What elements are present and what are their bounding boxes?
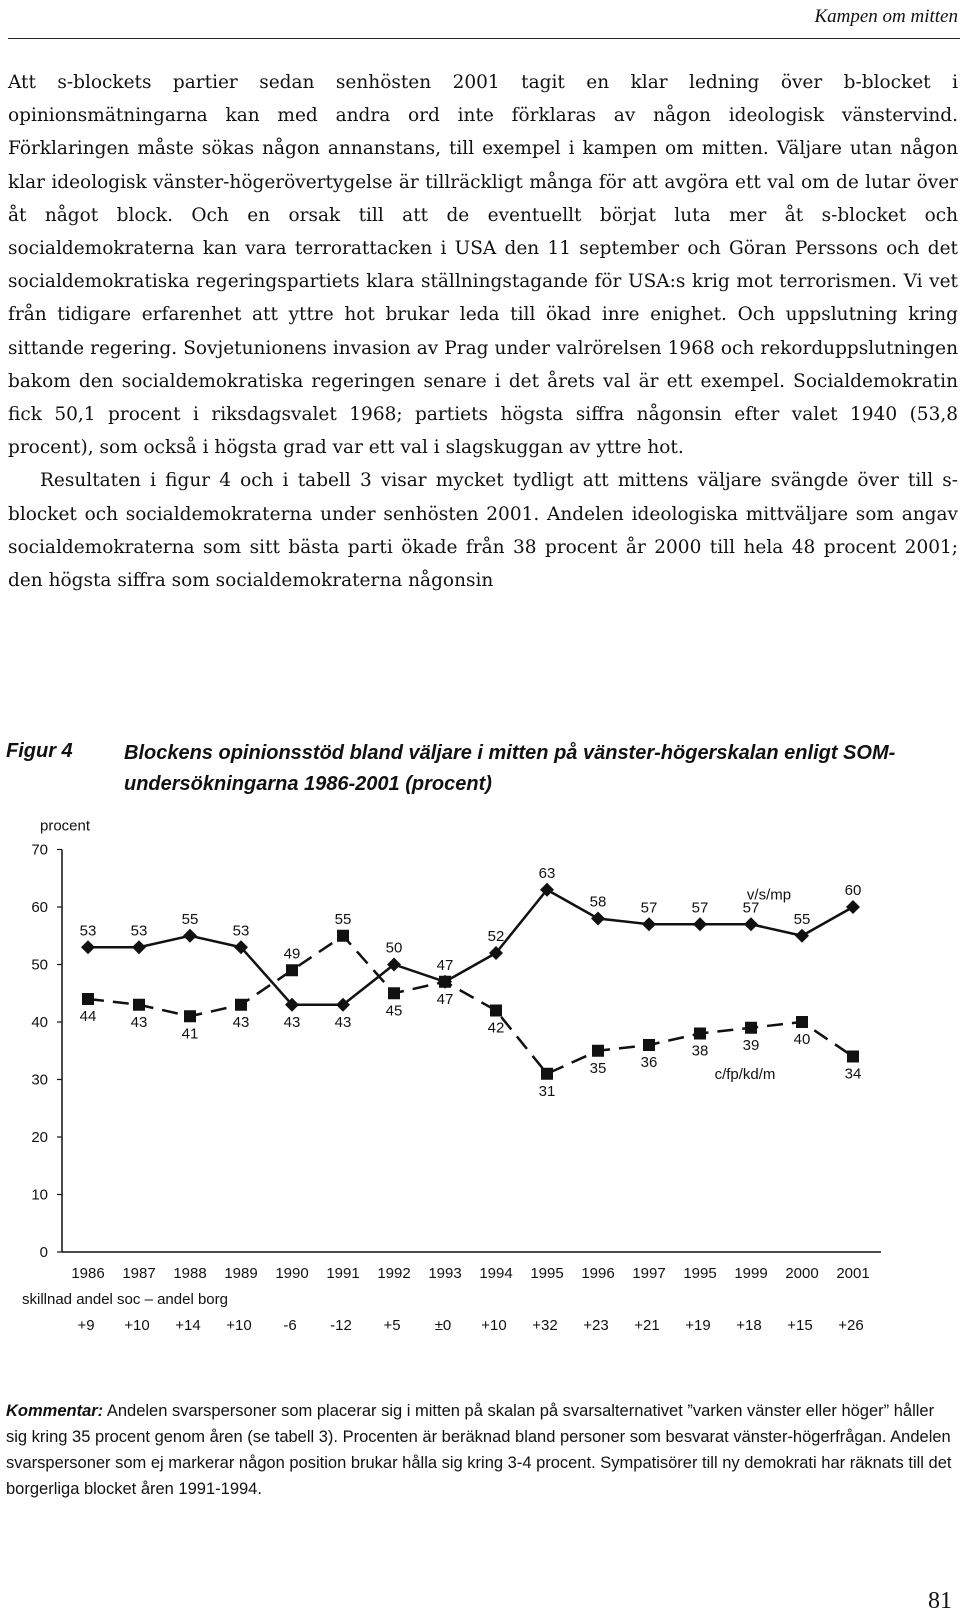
- x-tick-label: 1997: [632, 1265, 666, 1282]
- y-tick-label: 40: [31, 1014, 48, 1031]
- x-tick-label: 1991: [326, 1265, 360, 1282]
- data-label-b-block: 36: [640, 1054, 658, 1071]
- y-tick-label: 10: [31, 1186, 48, 1204]
- data-point-b-block: [133, 999, 145, 1011]
- x-tick-label: 1995: [683, 1265, 717, 1282]
- difference-value: +14: [175, 1317, 201, 1334]
- data-label-b-block: 40: [793, 1031, 811, 1048]
- x-tick-label: 2000: [785, 1265, 819, 1282]
- data-label-s-block: 57: [640, 899, 658, 917]
- difference-label: skillnad andel soc – andel borg: [22, 1291, 228, 1308]
- data-label-b-block: 47: [436, 990, 454, 1008]
- difference-value: +10: [481, 1317, 507, 1334]
- data-label-s-block: 43: [283, 1013, 301, 1031]
- x-tick-label: 1990: [275, 1265, 309, 1282]
- data-label-s-block: 53: [232, 922, 250, 940]
- header-title: Kampen om mitten: [814, 6, 958, 27]
- y-tick-label: 30: [31, 1071, 48, 1089]
- x-tick-label: 1999: [734, 1265, 768, 1282]
- running-header: [8, 2, 960, 39]
- data-point-b-block: [337, 930, 349, 942]
- x-tick-label: 1992: [377, 1265, 411, 1282]
- data-point-b-block: [745, 1022, 757, 1034]
- data-label-s-block: 63: [538, 864, 556, 882]
- difference-value: +18: [736, 1317, 762, 1334]
- comment-lead: Kommentar:: [6, 1402, 104, 1420]
- series-line-v-s-mp: [88, 890, 853, 1005]
- data-label-s-block: 53: [79, 922, 97, 940]
- x-tick-label: 1986: [71, 1265, 105, 1282]
- figure-comment: [6, 1398, 958, 1502]
- difference-value: +23: [583, 1317, 609, 1334]
- data-label-b-block: 43: [130, 1013, 148, 1031]
- difference-value: +10: [226, 1317, 252, 1334]
- paragraph: Resultaten i figur 4 och i tabell 3 visar mycket tydligt att mittens väljare svängde över till s-blocket och socialdemokraterna under senhösten 2001. Andelen ideologiska mittväljare som angav socialdemokraterna som sitt bästa parti ökade från 38 procent år 2000 till hela 48 procent 2001; den högsta siffra som socialdemokraterna någonsin: [8, 470, 958, 592]
- data-point-b-block: [184, 1010, 196, 1022]
- data-label-b-block: 34: [844, 1065, 862, 1083]
- data-point-b-block: [592, 1045, 604, 1057]
- data-label-s-block: 58: [589, 893, 607, 911]
- y-tick-label: 50: [31, 956, 48, 974]
- difference-value: +9: [77, 1317, 95, 1334]
- data-point-s-block: [846, 900, 860, 914]
- data-point-b-block: [490, 1005, 502, 1017]
- series-label-c-fp-kd-m: c/fp/kd/m: [714, 1065, 776, 1083]
- data-label-b-block: 31: [538, 1082, 556, 1100]
- difference-value: +32: [532, 1317, 558, 1334]
- difference-value: ±0: [434, 1317, 452, 1334]
- figure-label: Figur 4: [6, 740, 73, 762]
- x-tick-label: 2001: [836, 1265, 870, 1282]
- x-tick-label: 1989: [224, 1265, 258, 1282]
- difference-value: -6: [283, 1317, 297, 1334]
- data-label-s-block: 47: [436, 956, 454, 974]
- difference-value: +19: [685, 1317, 711, 1334]
- body-text: [8, 66, 958, 597]
- data-point-b-block: [541, 1068, 553, 1080]
- data-label-s-block: 52: [487, 928, 505, 945]
- data-point-s-block: [642, 917, 656, 931]
- figure-title: Blockens opinionsstöd bland väljare i mitten på vänster-högerskalan enligt SOM-undersökningarna 1986-2001 (procent): [124, 742, 896, 795]
- difference-value: +10: [124, 1317, 150, 1334]
- data-point-s-block: [693, 917, 707, 931]
- data-point-b-block: [847, 1051, 859, 1063]
- difference-value: +21: [634, 1317, 660, 1334]
- data-point-s-block: [795, 929, 809, 943]
- data-point-b-block: [286, 964, 298, 976]
- data-label-s-block: 43: [334, 1013, 352, 1031]
- data-label-b-block: 35: [589, 1059, 607, 1077]
- y-tick-label: 20: [31, 1129, 48, 1146]
- data-label-s-block: 50: [385, 939, 403, 957]
- data-point-s-block: [591, 912, 605, 926]
- x-tick-label: 1988: [173, 1265, 207, 1282]
- data-label-b-block: 39: [742, 1036, 760, 1054]
- data-point-s-block: [183, 929, 197, 943]
- data-point-s-block: [81, 940, 95, 954]
- data-label-s-block: 57: [742, 899, 760, 917]
- x-tick-label: 1995: [530, 1265, 564, 1282]
- difference-value: +5: [383, 1317, 401, 1334]
- difference-value: +26: [838, 1317, 864, 1334]
- x-tick-label: 1996: [581, 1265, 615, 1282]
- data-point-s-block: [744, 917, 758, 931]
- data-label-s-block: 53: [130, 922, 148, 940]
- data-point-b-block: [82, 993, 94, 1005]
- data-label-s-block: 57: [691, 899, 709, 917]
- y-tick-label: 60: [31, 899, 48, 916]
- series-label-v-s-mp: v/s/mp: [746, 886, 792, 904]
- data-point-b-block: [388, 987, 400, 999]
- data-point-b-block: [796, 1016, 808, 1028]
- data-label-b-block: 45: [385, 1002, 403, 1020]
- data-label-b-block: 55: [334, 910, 352, 928]
- data-label-s-block: 60: [844, 882, 862, 899]
- data-point-b-block: [235, 999, 247, 1011]
- difference-value: +15: [787, 1317, 813, 1334]
- data-point-b-block: [694, 1028, 706, 1040]
- difference-value: -12: [330, 1317, 352, 1334]
- y-tick-label: 0: [39, 1244, 48, 1261]
- page-number: 81: [928, 1588, 952, 1614]
- x-tick-label: 1987: [122, 1265, 156, 1282]
- paragraph: Att s-blockets partier sedan senhösten 2001 tagit en klar ledning över b-blocket i opinionsmätningarna kan med andra ord inte förklaras av någon ideologisk vänstervind. Förklaringen måste sökas någon annanstans, till exempel i kampen om mitten. Väljare utan någon klar ideologisk vänster-högerövertygelse är tillräckligt många för att avgöra ett val om de lutar över åt något block. Och en orsak till att de eventuellt börjat luta mer åt s-blocket och socialdemokraterna kan vara terrorattacken i USA den 11 september och Göran Perssons och det socialdemokratiska regeringspartiets klara ställningstagande för USA:s krig mot terrorismen. Vi vet från tidigare erfarenhet att yttre hot brukar leda till ökad inre enighet. Och uppslutning kring sittande regering. Sovjetunionens invasion av Prag under valrörelsen 1968 och rekorduppslutningen bakom den socialdemokratiska regeringen senare i det årets val är ett exempel. Socialdemokratin fick 50,1 procent i riksdagsvalet 1968; partiets högsta siffra någonsin efter valet 1940 (53,8 procent), som också i högsta grad var ett val i slagskuggan av yttre hot.: [8, 72, 958, 459]
- data-point-b-block: [439, 976, 451, 988]
- x-tick-label: 1994: [479, 1265, 513, 1282]
- data-label-b-block: 43: [232, 1013, 250, 1031]
- comment-text: Andelen svarspersoner som placerar sig i mitten på skalan på svarsalternativet ”varken vänster eller höger” håller sig kring 35 procent genom åren (se tabell 3). Procenten är beräknad bland personer som besvarat vänster-högerfrågan. Andelen svarspersoner som ej markerar någon position brukar hålla sig kring 3-4 procent. Sympatisörer till ny demokrati har räknats till det borgerliga blocket åren 1991-1994.: [6, 1402, 952, 1498]
- data-label-b-block: 44: [79, 1008, 97, 1025]
- y-tick-label: 70: [31, 841, 48, 859]
- data-label-s-block: 55: [793, 910, 811, 928]
- data-label-b-block: 42: [487, 1019, 505, 1037]
- data-label-s-block: 55: [181, 910, 199, 928]
- series-line-c-fp-kd-m: [88, 936, 853, 1074]
- data-point-b-block: [643, 1039, 655, 1051]
- data-label-b-block: 49: [283, 945, 301, 963]
- data-label-b-block: 41: [181, 1025, 199, 1043]
- data-label-b-block: 38: [691, 1042, 709, 1060]
- data-point-s-block: [132, 940, 146, 954]
- y-axis-label: procent: [40, 820, 91, 835]
- line-chart: [0, 820, 960, 1345]
- x-tick-label: 1993: [428, 1265, 462, 1282]
